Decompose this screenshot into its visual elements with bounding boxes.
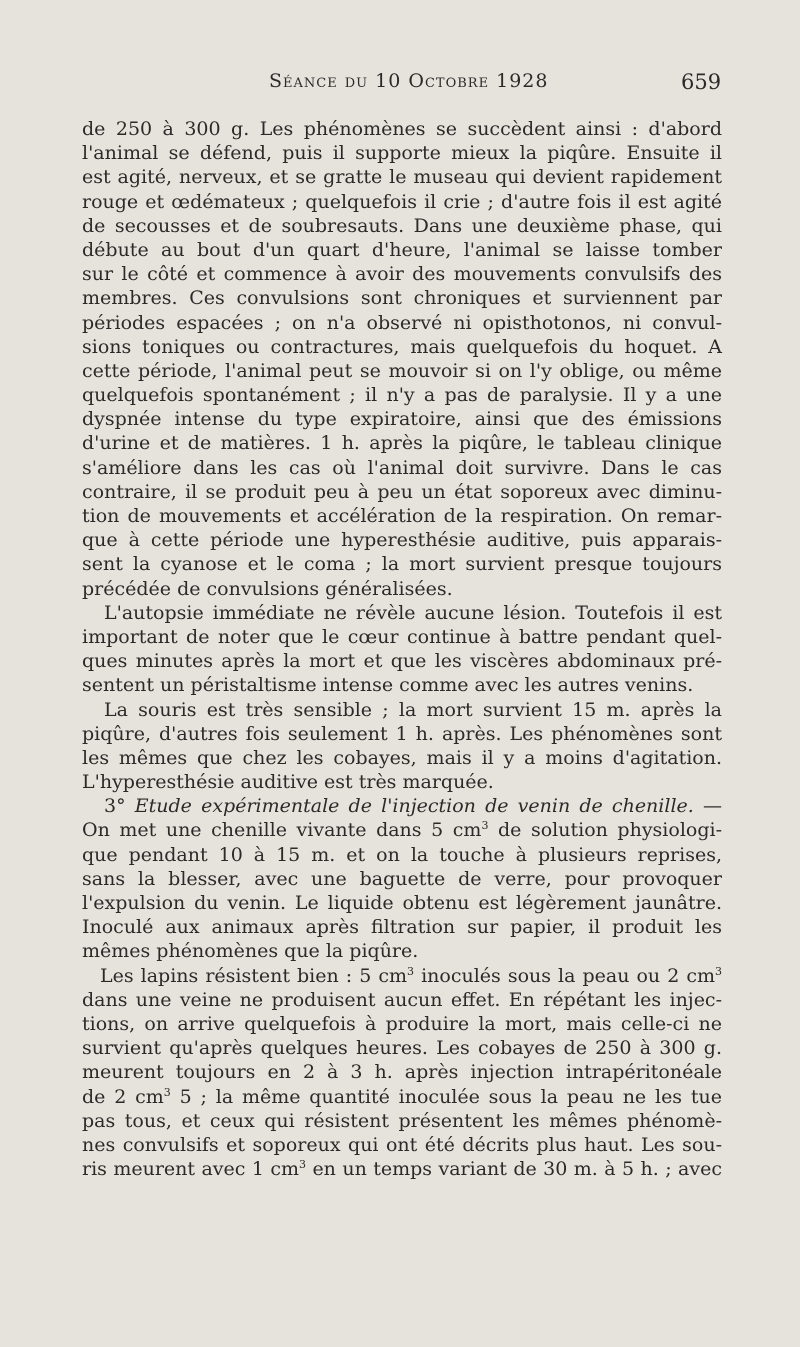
superscript: 3: [407, 964, 415, 978]
text-line: Inoculé aux animaux après filtration sur papier, il produit les: [82, 916, 722, 939]
text-line: nes convulsifs et soporeux qui ont été décrits plus haut. Les sou-: [82, 1133, 722, 1156]
text-line: membres. Ces convulsions sont chroniques et surviennent par: [82, 287, 722, 310]
text-line: L'autopsie immédiate ne révèle aucune lésion. Toutefois il est: [104, 601, 722, 624]
text-line: L'hyperesthésie auditive est très marquée.: [82, 771, 494, 794]
page-header: [0, 70, 800, 100]
text-segment: en un temps variant de 30 m. à 5 h. ; avec: [306, 1158, 722, 1181]
text-line: sans la blesser, avec une baguette de verre, pour provoquer: [82, 867, 722, 890]
text-segment: inoculés sous la peau ou 2 cm: [414, 964, 716, 987]
superscript: 3: [163, 1085, 171, 1099]
section-number: 3°: [104, 795, 135, 818]
text-line: de secousses et de soubresauts. Dans une deuxième phase, qui: [82, 214, 722, 237]
text-line: dans une veine ne produisent aucun effet. En répétant les injec-: [82, 988, 722, 1011]
text-line: que à cette période une hyperesthésie auditive, puis apparais-: [82, 529, 722, 552]
text-line: est agité, nerveux, et se gratte le museau qui devient rapidement: [82, 166, 722, 189]
text-segment: 5 ; la même quantité inoculée sous la peau ne les tue: [170, 1085, 722, 1108]
section-title: Etude expérimentale de l'injection de venin de chenille.: [134, 795, 694, 818]
page-number: 659: [681, 70, 722, 94]
text-line: s'améliore dans les cas où l'animal doit survivre. Dans le cas: [82, 456, 722, 479]
text-segment: Les lapins résistent bien : 5 cm: [100, 964, 408, 987]
text-line: mêmes phénomènes que la piqûre.: [82, 940, 419, 963]
running-title: Séance du 10 Octobre 1928: [269, 70, 549, 92]
text-line: précédée de convulsions généralisées.: [82, 577, 453, 600]
text-line: que pendant 10 à 15 m. et on la touche à plusieurs reprises,: [82, 843, 722, 866]
text-line: tion de mouvements et accélération de la respiration. On remar-: [82, 505, 722, 527]
text-line: ques minutes après la mort et que les viscères abdominaux pré-: [82, 650, 722, 673]
text-line: cette période, l'animal peut se mouvoir si on l'y oblige, ou même: [82, 359, 722, 382]
text-segment: On met une chenille vivante dans 5 cm: [82, 819, 482, 842]
text-line: les mêmes que chez les cobayes, mais il y a moins d'agitation.: [82, 746, 722, 769]
text-line: sur le côté et commence à avoir des mouvements convulsifs des: [82, 263, 722, 286]
text-line: d'urine et de matières. 1 h. après la piqûre, le tableau clinique: [82, 432, 722, 455]
superscript: 3: [715, 964, 723, 978]
superscript: 3: [481, 819, 489, 833]
text-line: piqûre, d'autres fois seulement 1 h. après. Les phénomènes sont: [82, 722, 722, 745]
text-segment: de solution physiologi-: [488, 819, 723, 842]
text-segment: de 2 cm: [82, 1085, 164, 1108]
text-line: l'expulsion du venin. Le liquide obtenu est légèrement jaunâtre.: [82, 892, 722, 914]
text-line: important de noter que le cœur continue à battre pendant quel-: [82, 625, 722, 648]
body-text: [82, 117, 722, 1181]
text-line: meurent toujours en 2 à 3 h. après injection intrapéritonéale: [82, 1061, 722, 1084]
text-line: sions toniques ou contractures, mais quelquefois du hoquet. A: [82, 335, 722, 358]
text-line: débute au bout d'un quart d'heure, l'animal se laisse tomber: [82, 238, 722, 261]
text-line: sent la cyanose et le coma ; la mort survient presque toujours: [82, 553, 722, 576]
text-line: [82, 964, 722, 988]
text-line: rouge et œdémateux ; quelquefois il crie ; d'autre fois il est agité: [82, 190, 722, 213]
text-line: sentent un péristaltisme intense comme avec les autres venins.: [82, 674, 694, 697]
text-line: périodes espacées ; on n'a observé ni opisthotonos, ni convul-: [82, 311, 722, 334]
text-line: pas tous, et ceux qui résistent présentent les mêmes phénomè-: [82, 1109, 722, 1132]
text-line: [82, 818, 722, 842]
text-line: l'animal se défend, puis il supporte mieux la piqûre. Ensuite il: [82, 142, 722, 165]
text-line: de 250 à 300 g. Les phénomènes se succèdent ainsi : d'abord: [82, 118, 722, 140]
section-dash: —: [693, 795, 722, 818]
text-line: contraire, il se produit peu à peu un état soporeux avec diminu-: [82, 480, 722, 503]
superscript: 3: [299, 1158, 307, 1172]
text-line: La souris est très sensible ; la mort survient 15 m. après la: [104, 698, 722, 721]
text-line: survient qu'après quelques heures. Les cobayes de 250 à 300 g.: [82, 1037, 722, 1060]
text-segment: ris meurent avec 1 cm: [82, 1158, 300, 1181]
text-line: quelquefois spontanément ; il n'y a pas de paralysie. Il y a une: [82, 384, 722, 407]
text-line: [82, 1085, 722, 1109]
text-line: [82, 1157, 722, 1181]
text-line: dyspnée intense du type expiratoire, ainsi que des émissions: [82, 408, 722, 431]
text-line: tions, on arrive quelquefois à produire la mort, mais celle-ci ne: [82, 1012, 722, 1035]
section-heading-line: [82, 794, 722, 818]
